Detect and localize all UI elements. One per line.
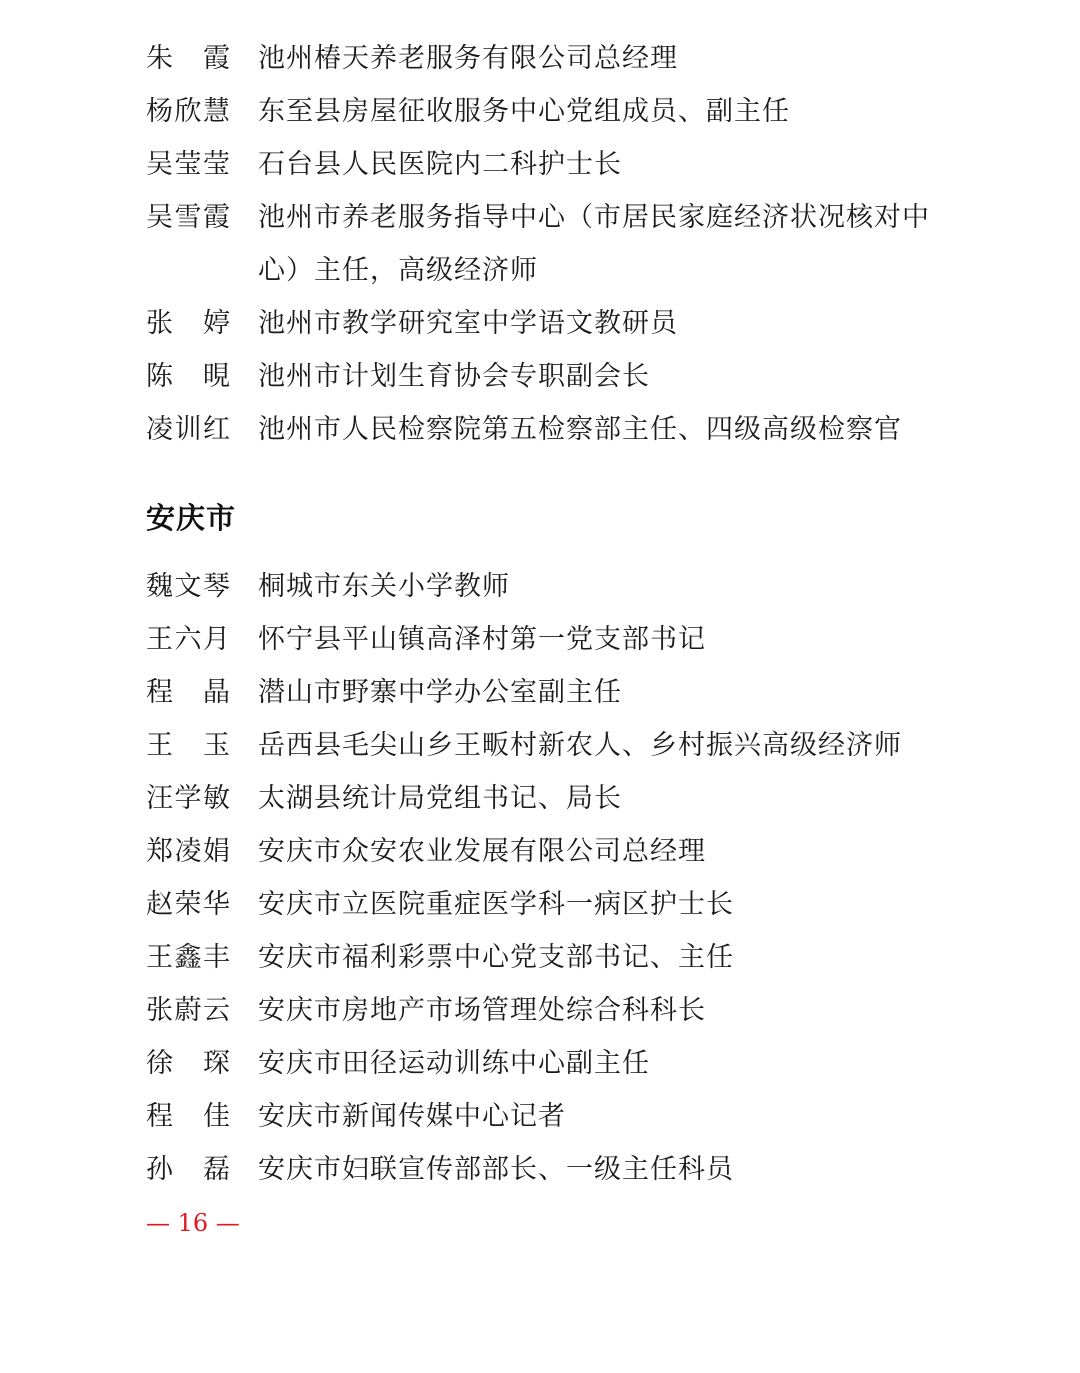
list-item bbox=[146, 931, 946, 984]
person-name: 程 晶 bbox=[146, 677, 230, 708]
person-name: 陈 晛 bbox=[146, 361, 230, 392]
person-name: 吴莹莹 bbox=[146, 149, 230, 180]
list-item bbox=[146, 984, 946, 1037]
person-title: 安庆市妇联宣传部部长、一级主任科员 bbox=[258, 1154, 734, 1185]
person-name: 魏文琴 bbox=[146, 571, 230, 602]
person-name: 张 婷 bbox=[146, 308, 230, 339]
person-title: 安庆市房地产市场管理处综合科科长 bbox=[258, 995, 706, 1026]
person-title: 安庆市田径运动训练中心副主任 bbox=[258, 1048, 650, 1079]
person-title: 池州市养老服务指导中心（市居民家庭经济状况核对中心）主任，高级经济师 bbox=[258, 202, 930, 286]
person-title: 太湖县统计局党组书记、局长 bbox=[258, 783, 622, 814]
person-name: 王鑫丰 bbox=[146, 942, 230, 973]
person-title: 池州市教学研究室中学语文教研员 bbox=[258, 308, 678, 339]
list-item bbox=[146, 191, 946, 297]
person-name: 吴雪霞 bbox=[146, 202, 230, 233]
person-name: 凌训红 bbox=[146, 414, 230, 445]
list-item bbox=[146, 666, 946, 719]
person-name: 赵荣华 bbox=[146, 889, 230, 920]
list-item bbox=[146, 32, 946, 85]
person-name: 徐 琛 bbox=[146, 1048, 230, 1079]
list-item bbox=[146, 613, 946, 666]
list-item bbox=[146, 772, 946, 825]
page-number: — 16 — bbox=[146, 1209, 240, 1237]
person-title: 岳西县毛尖山乡王畈村新农人、乡村振兴高级经济师 bbox=[258, 730, 902, 761]
list-item bbox=[146, 297, 946, 350]
anqing-name-list bbox=[146, 560, 946, 1196]
person-name: 郑凌娟 bbox=[146, 836, 230, 867]
list-item bbox=[146, 1090, 946, 1143]
list-item bbox=[146, 878, 946, 931]
list-item bbox=[146, 85, 946, 138]
person-title: 安庆市众安农业发展有限公司总经理 bbox=[258, 836, 706, 867]
person-name: 王六月 bbox=[146, 624, 230, 655]
list-item bbox=[146, 1143, 946, 1196]
person-name: 朱 霞 bbox=[146, 43, 230, 74]
person-title: 石台县人民医院内二科护士长 bbox=[258, 149, 622, 180]
list-item bbox=[146, 719, 946, 772]
person-title: 安庆市立医院重症医学科一病区护士长 bbox=[258, 889, 734, 920]
person-title: 池州市人民检察院第五检察部主任、四级高级检察官 bbox=[258, 414, 902, 445]
person-title: 潜山市野寨中学办公室副主任 bbox=[258, 677, 622, 708]
person-title: 东至县房屋征收服务中心党组成员、副主任 bbox=[258, 96, 790, 127]
person-name: 杨欣慧 bbox=[146, 96, 230, 127]
person-title: 池州椿天养老服务有限公司总经理 bbox=[258, 43, 678, 74]
person-title: 安庆市福利彩票中心党支部书记、主任 bbox=[258, 942, 734, 973]
person-title: 池州市计划生育协会专职副会长 bbox=[258, 361, 650, 392]
person-name: 张蔚云 bbox=[146, 995, 230, 1026]
person-name: 孙 磊 bbox=[146, 1154, 230, 1185]
person-name: 汪学敏 bbox=[146, 783, 230, 814]
list-item bbox=[146, 138, 946, 191]
list-item bbox=[146, 1037, 946, 1090]
chizhou-name-list bbox=[146, 32, 946, 456]
list-item bbox=[146, 350, 946, 403]
list-item bbox=[146, 403, 946, 456]
person-title: 桐城市东关小学教师 bbox=[258, 571, 510, 602]
person-title: 安庆市新闻传媒中心记者 bbox=[258, 1101, 566, 1132]
list-item bbox=[146, 825, 946, 878]
list-item bbox=[146, 560, 946, 613]
person-name: 王 玉 bbox=[146, 730, 230, 761]
person-title: 怀宁县平山镇高泽村第一党支部书记 bbox=[258, 624, 706, 655]
section-heading-anqing: 安庆市 bbox=[146, 501, 237, 535]
person-name: 程 佳 bbox=[146, 1101, 230, 1132]
